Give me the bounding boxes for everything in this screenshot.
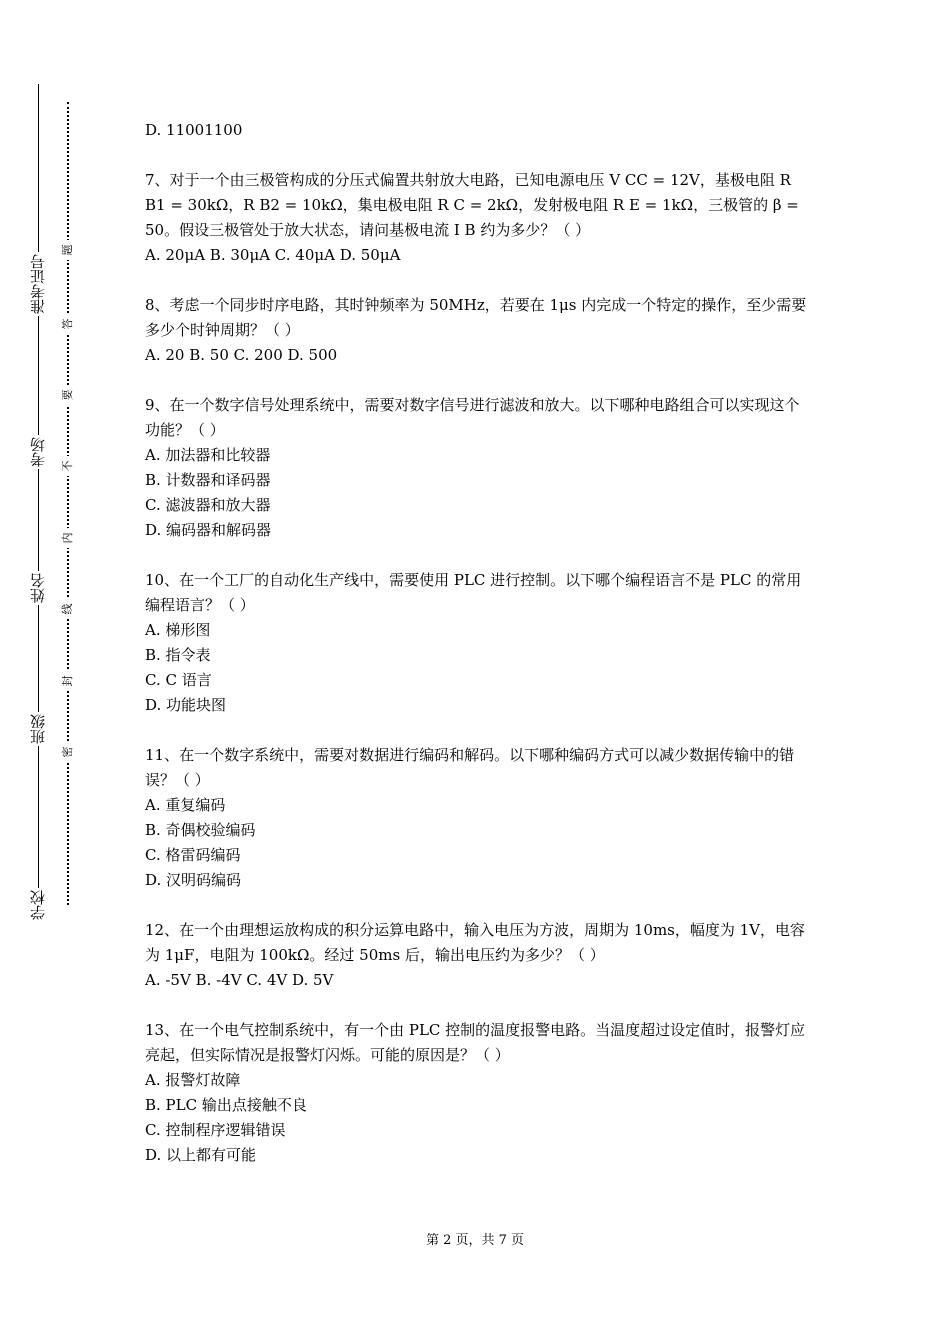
question-text: 8、考虑一个同步时序电路，其时钟频率为 50MHz，若要在 1μs 内完成一个特定的操作，至少需要多少个时钟周期？（ ）: [145, 296, 807, 339]
question-7: [145, 168, 813, 268]
question-13: [145, 1018, 813, 1168]
field-label-name: 姓名: [16, 571, 60, 605]
question-text: 12、在一个由理想运放构成的积分运算电路中，输入电压为方波，周期为 10ms，幅度为 1V，电容为 1μF，电阻为 100kΩ。经过 50ms 后，输出电压约为多少？（ ）: [145, 921, 806, 964]
field-label-class: 班级: [16, 712, 60, 746]
option: D. 编码器和解码器: [145, 521, 272, 539]
field-label-exam-room: 考场: [16, 435, 60, 469]
option: B. 指令表: [145, 646, 211, 664]
question-8: [145, 293, 813, 368]
seal-char: 要: [60, 385, 76, 405]
exam-content: [145, 118, 813, 1193]
question-text: 10、在一个工厂的自动化生产线中，需要使用 PLC 进行控制。以下哪个编程语言不是 PLC 的常用编程语言？（ ）: [145, 571, 802, 614]
option: C. 格雷码编码: [145, 846, 241, 864]
seal-char: 内: [60, 528, 76, 548]
page-footer: 第 2 页，共 7 页: [425, 1233, 525, 1248]
question-10: [145, 568, 813, 718]
question-9: [145, 393, 813, 543]
option: D. 以上都有可能: [145, 1146, 257, 1164]
option: C. C 语言: [145, 671, 212, 689]
seal-char: 不: [60, 456, 76, 476]
field-label-school: 学校: [16, 888, 60, 922]
question-text: 13、在一个电气控制系统中，有一个由 PLC 控制的温度报警电路。当温度超过设定值时，报警灯应亮起，但实际情况是报警灯闪烁。可能的原因是？（ ）: [145, 1021, 806, 1064]
binding-margin: [0, 0, 90, 1344]
question-12: [145, 918, 813, 993]
option: B. PLC 输出点接触不良: [145, 1096, 307, 1114]
question-text: 7、对于一个由三极管构成的分压式偏置共射放大电路，已知电源电压 V CC = 12V，基极电阻 R B1 = 30kΩ，R B2 = 10kΩ，集电极电阻 R C = 2kΩ，发射极电阻 R E = 1kΩ，三极管的 β = 50。假设三极管处于放大状态，请问基极电流 I B 约为多少？（ ）: [145, 171, 804, 239]
options-line: A. 20μA B. 30μA C. 40μA D. 50μA: [145, 246, 401, 264]
question-text: 9、在一个数字信号处理系统中，需要对数字信号进行滤波和放大。以下哪种电路组合可以实现这个功能？（ ）: [145, 396, 800, 439]
option: A. 报警灯故障: [145, 1071, 241, 1089]
seal-char: 答: [60, 314, 76, 334]
option: B. 计数器和译码器: [145, 471, 271, 489]
binding-line: [38, 84, 39, 914]
options-line: A. 20 B. 50 C. 200 D. 500: [145, 346, 338, 364]
seal-char: 密: [60, 742, 76, 762]
seal-char: 线: [60, 599, 76, 619]
option: B. 奇偶校验编码: [145, 821, 256, 839]
seal-dotted-line: [67, 102, 69, 905]
option: D. 11001100: [145, 121, 243, 139]
option: A. 重复编码: [145, 796, 226, 814]
carryover-option: [145, 118, 813, 143]
option: D. 汉明码编码: [145, 871, 242, 889]
seal-char: 题: [60, 240, 76, 260]
question-11: [145, 743, 813, 893]
question-text: 11、在一个数字系统中，需要对数据进行编码和解码。以下哪种编码方式可以减少数据传输中的错误？（ ）: [145, 746, 795, 789]
option: A. 梯形图: [145, 621, 211, 639]
option: D. 功能块图: [145, 696, 227, 714]
option: C. 滤波器和放大器: [145, 496, 271, 514]
options-line: A. -5V B. -4V C. 4V D. 5V: [145, 971, 334, 989]
option: A. 加法器和比较器: [145, 446, 271, 464]
seal-char: 封: [60, 671, 76, 691]
field-label-exam-number: 准考证号: [16, 252, 60, 316]
option: C. 控制程序逻辑错误: [145, 1121, 286, 1139]
